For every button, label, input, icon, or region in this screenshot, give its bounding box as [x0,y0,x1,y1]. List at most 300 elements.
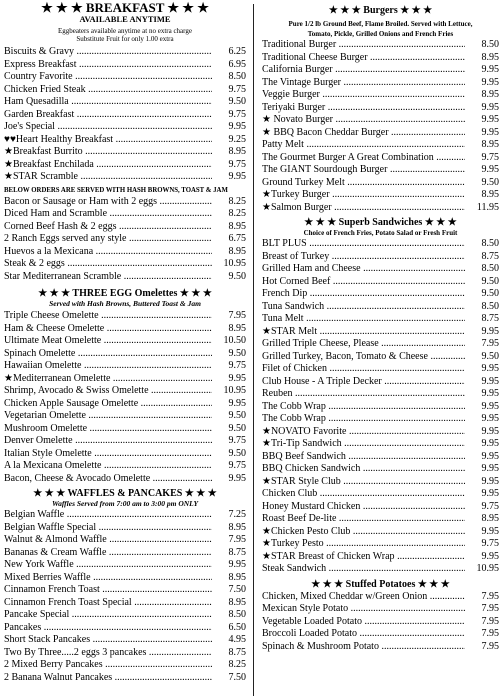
menu-item-price: 10.95 [223,258,246,269]
menu-item [4,159,246,172]
potatoes-title: ★ ★ ★ Stuffed Potatoes ★ ★ ★ [311,578,450,590]
menu-item [4,572,246,585]
menu-item-price: 9.95 [481,164,499,175]
menu-item-price: 8.95 [481,89,499,100]
menu-item-name: Country Favorite ..... [4,71,212,84]
menu-item-name: ♥♥Heart Healthy Breakfast ..... [4,134,212,147]
menu-item [262,276,499,289]
menu-item-name: Pancakes ..... [4,622,212,635]
menu-item-price: 8.50 [481,263,499,274]
omelettes-title: ★ ★ ★ THREE EGG Omelettes ★ ★ ★ [38,288,212,299]
menu-item [4,522,246,535]
menu-item-name: Triple Cheese Omelette ..... [4,310,212,323]
menu-item-price: 9.50 [228,410,246,421]
sandwiches-list [262,238,499,576]
menu-item-name: Ham Quesadilla ..... [4,96,212,109]
menu-item [4,460,246,473]
menu-item-name: Garden Breakfast ..... [4,109,212,122]
menu-item [4,323,246,336]
menu-item-price: 9.95 [228,121,246,132]
menu-item [262,488,499,501]
menu-item [4,84,246,97]
menu-item-price: 9.95 [481,463,499,474]
menu-item [4,398,246,411]
waffles-subtitle: Waffles Served from 7:00 am to 3:00 pm ONLY [51,499,199,508]
menu-item [262,189,499,202]
menu-item-name: Pancake Special ..... [4,609,212,622]
menu-item-name: The Vintage Burger ..... [262,77,465,90]
menu-item [262,238,499,251]
menu-item [262,463,499,476]
menu-item-name: Tuna Sandwich ..... [262,301,465,314]
menu-item-name: California Burger ..... [262,64,465,77]
menu-item-price: 7.95 [481,640,499,652]
menu-item-price: 8.95 [228,571,246,583]
menu-item-price: 6.50 [228,621,246,633]
menu-item-price: 4.95 [228,634,246,645]
menu-item-price: 8.50 [481,238,499,249]
breakfast-note-1: Eggbeaters available anytime at no extra charge [58,27,192,35]
menu-item-name: Two By Three.....2 eggs 3 pancakes ..... [4,647,212,660]
menu-item [4,448,246,461]
menu-item-name: Belgian Waffle Special ..... [4,522,212,535]
menu-item-price: 9.95 [481,400,499,412]
menu-item-name: ★NOVATO Favorite ..... [262,426,465,439]
menu-item [4,348,246,361]
menu-item-price: 10.95 [223,385,246,396]
menu-item-name: Teriyaki Burger ..... [262,102,465,115]
menu-item-price: 9.50 [481,288,499,299]
menu-item-price: 9.50 [481,176,499,188]
menu-item-name: A la Mexicana Omelette ..... [4,460,212,473]
menu-item [4,622,246,635]
menu-item-price: 8.95 [481,139,499,150]
menu-item-price: 9.95 [228,472,246,484]
menu-item-name: Walnut & Almond Waffle ..... [4,534,212,547]
menu-item-price: 9.95 [481,64,499,75]
breakfast-list-2 [4,196,246,284]
menu-item-price: 9.95 [481,450,499,462]
menu-item-price: 8.95 [481,189,499,200]
menu-item-price: 9.95 [228,397,246,409]
menu-item-price: 8.25 [228,208,246,219]
menu-item-name: Chicken, Mixed Cheddar w/Green Onion ..... [262,591,465,604]
menu-item-price: 9.75 [481,538,499,549]
menu-item [262,401,499,414]
menu-item-price: 9.95 [481,413,499,424]
menu-item [4,423,246,436]
menu-item [262,603,499,616]
menu-item-price: 7.95 [481,590,499,602]
menu-item-price: 7.95 [481,603,499,614]
menu-item-name: ★STAR Breast of Chicken Wrap ..... [262,551,465,564]
menu-item-name: Denver Omelette ..... [4,435,212,448]
menu-item-name: Joe's Special ..... [4,121,212,134]
menu-item [4,597,246,610]
menu-item-price: 8.95 [481,513,499,524]
menu-item [4,96,246,109]
menu-item-price: 8.50 [481,300,499,312]
menu-item-name: Mexican Style Potato ..... [262,603,465,616]
menu-item-price: 9.95 [481,475,499,487]
menu-item-price: 9.50 [228,270,246,282]
menu-item-name: Mushroom Omelette ..... [4,423,212,436]
menu-item-price: 8.75 [481,313,499,324]
menu-item-name: Star Mediterranean Scramble ..... [4,271,212,284]
menu-item-name: Hawaiian Omelette ..... [4,360,212,373]
menu-item [4,559,246,572]
menu-item-name: ★Breakfast Burrito ..... [4,146,212,159]
menu-item-price: 9.75 [228,460,246,471]
menu-item [4,121,246,134]
menu-item-price: 6.75 [228,233,246,244]
menu-item-name: 2 Banana Walnut Pancakes ..... [4,672,212,685]
menu-item [262,388,499,401]
menu-item [262,538,499,551]
menu-item-price: 8.95 [481,51,499,63]
menu-item-price: 8.25 [228,195,246,207]
menu-item [262,251,499,264]
menu-item-name: Cinnamon French Toast ..... [4,584,212,597]
menu-item [262,313,499,326]
menu-item-name: ★Breakfast Enchilada ..... [4,159,212,172]
menu-item-name: ★Mediterranean Omelette ..... [4,373,212,386]
menu-item-name: 2 Mixed Berry Pancakes ..... [4,659,212,672]
menu-item-name: New York Waffle ..... [4,559,212,572]
menu-item-name: Roast Beef De-lite ..... [262,513,465,526]
menu-item-price: 7.50 [228,584,246,595]
menu-item-price: 9.95 [481,525,499,537]
menu-item-price: 8.50 [228,71,246,82]
menu-item-price: 9.95 [228,559,246,570]
menu-item [262,413,499,426]
menu-item-name: ★Turkey Burger ..... [262,189,465,202]
menu-item-name: Bacon, Cheese & Avocado Omelette ..... [4,473,212,486]
menu-item-name: ★STAR Melt ..... [262,326,465,339]
menu-item-name: Traditional Cheese Burger ..... [262,52,465,65]
menu-item-price: 8.50 [481,39,499,50]
menu-item-name: The Cobb Wrap ..... [262,413,465,426]
menu-item-price: 9.95 [228,171,246,182]
menu-item-name: Veggie Burger ..... [262,89,465,102]
menu-item [4,534,246,547]
menu-item [262,139,499,152]
menu-item-price: 8.95 [228,596,246,608]
menu-item [262,616,499,629]
menu-item [4,171,246,184]
menu-item [4,672,246,685]
menu-item [262,628,499,641]
menu-item-name: ★ Novato Burger ..... [262,114,465,127]
menu-item [4,584,246,597]
menu-item-price: 9.50 [481,275,499,287]
menu-item-name: Huevos a la Mexicana ..... [4,246,212,259]
menu-item-price: 8.75 [481,250,499,262]
menu-item [262,39,499,52]
menu-item-price: 7.95 [228,310,246,321]
menu-item-name: Mixed Berries Waffle ..... [4,572,212,585]
menu-item [4,547,246,560]
menu-item [4,647,246,660]
menu-item-price: 9.75 [481,500,499,512]
menu-item-price: 9.50 [228,347,246,359]
menu-item-price: 9.95 [481,325,499,337]
menu-item-name: ★Chicken Pesto Club ..... [262,526,465,539]
menu-item-name: ★Tri-Tip Sandwich ..... [262,438,465,451]
menu-item-name: ★Salmon Burger ..... [262,202,465,215]
menu-item [262,301,499,314]
column-divider [253,4,254,696]
menu-item-name: Patty Melt ..... [262,139,465,152]
menu-item-price: 7.95 [481,628,499,639]
menu-item-price: 7.95 [481,338,499,349]
waffles-title: ★ ★ ★ WAFFLES & PANCAKES ★ ★ ★ [33,488,217,499]
menu-item-price: 9.95 [481,375,499,387]
menu-item-price: 9.95 [481,388,499,399]
menu-item [262,64,499,77]
menu-item-price: 8.75 [228,646,246,658]
menu-item-price: 8.25 [228,659,246,670]
menu-item-price: 9.95 [481,126,499,138]
menu-item-price: 8.95 [228,245,246,257]
menu-item [4,609,246,622]
menu-item [4,473,246,486]
menu-item-name: Shrimp, Avocado & Swiss Omelette ..... [4,385,212,398]
menu-item-price: 10.50 [223,335,246,346]
menu-item [262,551,499,564]
menu-item [4,208,246,221]
menu-item-name: French Dip ..... [262,288,465,301]
menu-item-name: Diced Ham and Scramble ..... [4,208,212,221]
menu-item-name: BBQ Chicken Sandwich ..... [262,463,465,476]
menu-item-price: 9.95 [481,76,499,88]
menu-item [262,164,499,177]
menu-item [4,146,246,159]
menu-item-price: 9.95 [481,488,499,499]
menu-item-price: 9.75 [228,108,246,120]
menu-item [4,233,246,246]
menu-item-name: Broccoli Loaded Potato ..... [262,628,465,641]
menu-item [262,288,499,301]
menu-item-name: Spinach & Mushroom Potato ..... [262,641,465,654]
menu-item [4,134,246,147]
menu-item [262,526,499,539]
menu-item [4,59,246,72]
burgers-list [262,39,499,214]
menu-item-price: 7.50 [228,671,246,683]
menu-item-name: The GIANT Sourdough Burger ..... [262,164,465,177]
menu-item-price: 9.95 [481,438,499,449]
menu-item-name: Grilled Ham and Cheese ..... [262,263,465,276]
menu-item-price: 8.95 [228,220,246,232]
menu-item-name: ★ BBQ Bacon Cheddar Burger ..... [262,127,465,140]
right-column [262,0,499,653]
menu-item [4,509,246,522]
menu-item-name: Steak & 2 eggs ..... [4,258,212,271]
menu-item [262,476,499,489]
omelettes-list [4,310,246,485]
menu-item-price: 9.95 [228,372,246,384]
menu-item [262,127,499,140]
menu-item-name: Spinach Omelette ..... [4,348,212,361]
menu-item [262,376,499,389]
menu-item [4,196,246,209]
menu-item-price: 8.95 [228,322,246,334]
menu-item [4,271,246,284]
menu-item-price: 9.50 [228,96,246,107]
breakfast-subtitle: AVAILABLE ANYTIME [79,14,171,24]
menu-item-price: 9.75 [228,158,246,170]
menu-item-name: BLT PLUS ..... [262,238,465,251]
menu-item-price: 9.50 [228,447,246,459]
menu-item [4,71,246,84]
menu-item [262,89,499,102]
menu-item [262,591,499,604]
menu-item [262,563,499,576]
menu-item-name: Filet of Chicken ..... [262,363,465,376]
sandwiches-subtitle: Choice of French Fries, Potato Salad or Fresh Fruit [303,229,458,237]
menu-item-price: 9.95 [481,550,499,562]
menu-item-name: Chicken Club ..... [262,488,465,501]
menu-item [262,501,499,514]
menu-item-name: Ground Turkey Melt ..... [262,177,465,190]
burgers-subtitle-1: Pure 1/2 lb Ground Beef, Flame Broiled. Served with Lettuce, [288,20,473,28]
menu-item-name: BBQ Beef Sandwich ..... [262,451,465,464]
menu-item-name: Vegetarian Omelette ..... [4,410,212,423]
left-column [4,0,246,684]
menu-item-name: Chicken Fried Steak ..... [4,84,212,97]
menu-item [4,246,246,259]
menu-item [262,338,499,351]
menu-item-name: Tuna Melt ..... [262,313,465,326]
menu-item-name: ★STAR Style Club ..... [262,476,465,489]
menu-item-price: 9.95 [481,101,499,113]
menu-item-price: 9.25 [228,133,246,145]
menu-item-name: Traditional Burger ..... [262,39,465,52]
menu-item-name: Reuben ..... [262,388,465,401]
menu-item [4,373,246,386]
menu-item-name: Express Breakfast ..... [4,59,212,72]
menu-item [262,152,499,165]
menu-item [262,326,499,339]
menu-item-name: Honey Mustard Chicken ..... [262,501,465,514]
menu-item-price: 9.75 [228,360,246,371]
menu-item-name: Vegetable Loaded Potato ..... [262,616,465,629]
menu-item [262,202,499,215]
menu-item-name: ★STAR Scramble ..... [4,171,212,184]
menu-item [262,52,499,65]
menu-item-name: Hot Corned Beef ..... [262,276,465,289]
menu-item-price: 8.75 [228,546,246,558]
menu-item-price: 9.50 [228,422,246,434]
menu-item [4,634,246,647]
hash-browns-note: BELOW ORDERS ARE SERVED WITH HASH BROWNS, TOAST & JAM [4,186,228,194]
menu-item-name: Breast of Turkey ..... [262,251,465,264]
menu-item-price: 10.95 [476,563,499,574]
menu-item [4,659,246,672]
menu-item [262,114,499,127]
menu-item-name: The Gourmet Burger A Great Combination ..... [262,152,465,165]
menu-item-price: 9.75 [228,435,246,446]
breakfast-note-2: Substitute Fruit for only 1.00 extra [76,35,174,43]
omelettes-subtitle: Served with Hash Browns, Buttered Toast & Jam [49,299,201,308]
menu-item-price: 11.95 [476,201,499,213]
menu-item-price: 6.25 [228,46,246,57]
menu-item-name: Cinnamon French Toast Special ..... [4,597,212,610]
menu-item-name: The Cobb Wrap ..... [262,401,465,414]
menu-item-price: 9.75 [228,83,246,95]
menu-item [4,221,246,234]
burgers-subtitle-2: Tomato, Pickle, Grilled Onions and French Fries [307,30,454,38]
menu-item-name: Bacon or Sausage or Ham with 2 eggs ..... [4,196,212,209]
menu-item-price: 9.75 [481,151,499,163]
menu-item-name: Short Stack Pancakes ..... [4,634,212,647]
menu-item-name: 2 Ranch Eggs served any style ..... [4,233,212,246]
breakfast-list [4,46,246,184]
menu-item [262,351,499,364]
menu-item-price: 8.95 [228,521,246,533]
menu-item [4,258,246,271]
menu-item [262,263,499,276]
menu-item-name: Grilled Triple Cheese, Please ..... [262,338,465,351]
menu-item-name: Steak Sandwich ..... [262,563,465,576]
menu-item [262,641,499,654]
menu-item-price: 7.25 [228,509,246,520]
menu-item [262,363,499,376]
menu-item-name: Ultimate Meat Omelette ..... [4,335,212,348]
menu-item [4,410,246,423]
menu-item [4,310,246,323]
menu-item-price: 7.95 [481,615,499,627]
menu-item [262,426,499,439]
breakfast-title: ★ ★ ★ BREAKFAST ★ ★ ★ [41,0,209,15]
menu-item [262,177,499,190]
menu-item-name: Grilled Turkey, Bacon, Tomato & Cheese ..... [262,351,465,364]
menu-item [262,102,499,115]
menu-item-name: Ham & Cheese Omelette ..... [4,323,212,336]
menu-item [4,385,246,398]
menu-item [4,360,246,373]
menu-item [262,77,499,90]
menu-item-price: 9.50 [481,350,499,362]
menu-item-name: Belgian Waffle ..... [4,509,212,522]
menu-item-name: Bananas & Cream Waffle ..... [4,547,212,560]
menu-item-price: 7.95 [228,534,246,545]
menu-item-name: Corned Beef Hash & 2 eggs ..... [4,221,212,234]
menu-item [4,109,246,122]
menu-item-name: Italian Style Omelette ..... [4,448,212,461]
menu-item [262,451,499,464]
menu-item-name: Chicken Apple Sausage Omelette ..... [4,398,212,411]
menu-item-name: Biscuits & Gravy ..... [4,46,212,59]
menu-item [262,513,499,526]
waffles-list [4,509,246,684]
menu-item [262,438,499,451]
menu-item-price: 6.95 [228,58,246,70]
potatoes-list [262,591,499,654]
menu-item-name: ★Turkey Pesto ..... [262,538,465,551]
burgers-title: ★ ★ ★ Burgers ★ ★ ★ [328,5,433,16]
menu-item-name: Club House - A Triple Decker ..... [262,376,465,389]
menu-item [4,435,246,448]
menu-item-price: 9.95 [481,425,499,437]
menu-item [4,46,246,59]
sandwiches-title: ★ ★ ★ Superb Sandwiches ★ ★ ★ [304,217,457,228]
menu-item [4,335,246,348]
menu-item-price: 9.95 [481,114,499,125]
menu-item-price: 8.50 [228,609,246,620]
menu-item-price: 9.95 [481,363,499,374]
